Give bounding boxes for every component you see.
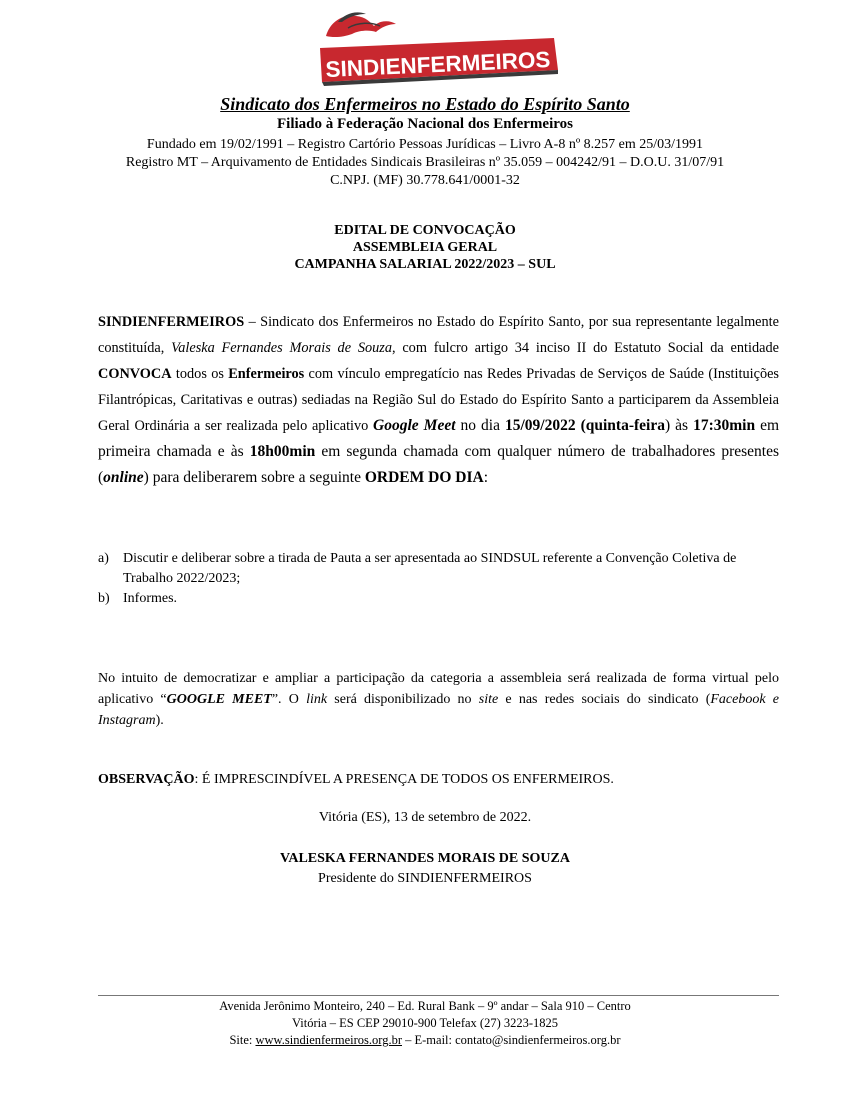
logo-text: SINDIENFERMEIROS (324, 46, 551, 83)
footer (0, 998, 850, 1049)
notice-heading-line-1: EDITAL DE CONVOCAÇÃO (334, 223, 516, 238)
footer-divider (98, 995, 779, 996)
virtual-meeting-paragraph: No intuito de democratizar e ampliar a participação da categoria a assembleia será realizada de forma virtual pelo aplicativo “GOOGLE MEET”. O link será disponibilizado no site e nas redes sociais do sindicato (Facebook e Instagram). (98, 671, 779, 728)
notice-heading-line-2: ASSEMBLEIA GERAL (352, 240, 498, 255)
list-item: a) Discutir e deliberar sobre a tirada de Pauta a ser apresentada ao SINDSUL referente a Convenção Coletiva de Trabalho 2022/2023; (98, 551, 737, 586)
place-date: Vitória (ES), 13 de setembro de 2022. (318, 810, 532, 825)
notice-heading (0, 222, 850, 273)
representative-name: Valeska Fernandes Morais de Souza (171, 340, 392, 356)
meeting-app: Google Meet (373, 417, 456, 434)
registration-line-2: Registro MT – Arquivamento de Entidades Sindicais Brasileiras nº 35.059 – 004242/91 – D.O.U. 31/07/91 (125, 155, 725, 170)
signatory-name: VALESKA FERNANDES MORAIS DE SOUZA (280, 851, 570, 866)
first-call-time: 17:30min (693, 417, 756, 434)
list-item: b) Informes. (98, 591, 178, 606)
convocation-paragraph: SINDIENFERMEIROS – Sindicato dos Enfermeiros no Estado do Espírito Santo, por sua representante legalmente constituída, Valeska Fernandes Morais de Souza, com fulcro artigo 34 inciso II do Estatuto Social da entidade CONVOCA todos os Enfermeiros com vínculo empregatício nas Redes Privadas de Serviços de Saúde (Instituições Filantrópicas, Caritativas e outras) sediadas na Região Sul do Estado do Espírito Santo a participarem da Assembleia Geral Ordinária a ser realizada pelo aplicativo Google Meet no dia 15/09/2022 (quinta-feira) às 17:30min em primeira chamada e às 18h00min em segunda chamada com qualquer número de trabalhadores presentes (online) para deliberarem sobre a seguinte ORDEM DO DIA: (98, 314, 780, 486)
footer-address: Avenida Jerônimo Monteiro, 240 – Ed. Rural Bank – 9º andar – Sala 910 – Centro (219, 999, 631, 1013)
agenda-label: ORDEM DO DIA (364, 469, 484, 486)
signatory-role: Presidente do SINDIENFERMEIROS (318, 871, 532, 886)
footer-email: – E-mail: contato@sindienfermeiros.org.br (402, 1033, 621, 1047)
second-call-time: 18h00min (249, 443, 316, 460)
cnpj-line: C.NPJ. (MF) 30.778.641/0001-32 (330, 173, 520, 188)
observation-note: OBSERVAÇÃO: É IMPRESCINDÍVEL A PRESENÇA DE TODOS OS ENFERMEIROS. (98, 772, 614, 787)
registration-line-1: Fundado em 19/02/1991 – Registro Cartório Pessoas Jurídicas – Livro A-8 nº 8.257 em 25/03/1991 (146, 137, 704, 152)
website-link[interactable]: www.sindienfermeiros.org.br (255, 1033, 402, 1047)
union-name: SINDIENFERMEIROS (98, 314, 245, 330)
agenda-list (98, 549, 779, 609)
observation-label: OBSERVAÇÃO (98, 772, 195, 787)
footer-contact: Site: www.sindienfermeiros.org.br – E-mail: contato@sindienfermeiros.org.br (229, 1033, 621, 1047)
footer-city: Vitória – ES CEP 29010-900 Telefax (27) 3223-1825 (291, 1016, 559, 1030)
meeting-date: 15/09/2022 (quinta-feira (504, 417, 665, 434)
union-affiliation: Filiado à Federação Nacional dos Enfermeiros (277, 116, 573, 132)
notice-heading-line-3: CAMPANHA SALARIAL 2022/2023 – SUL (294, 257, 556, 272)
sindienfermeiros-logo (318, 8, 560, 90)
logo-emblem (326, 12, 396, 37)
union-title: Sindicato dos Enfermeiros no Estado do Espírito Santo (220, 94, 630, 114)
